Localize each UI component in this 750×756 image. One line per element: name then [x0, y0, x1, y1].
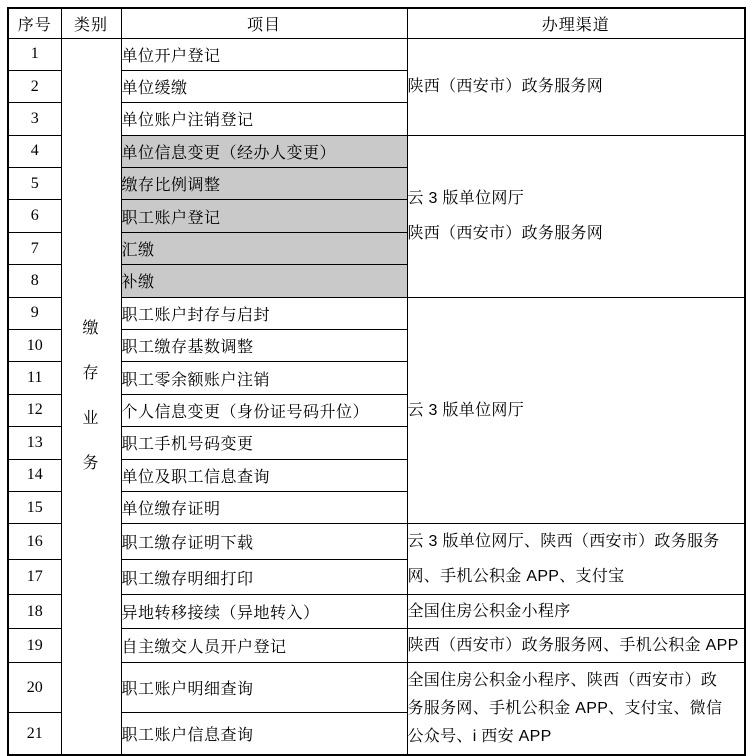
category-char: 业 — [82, 410, 100, 428]
row-number: 17 — [8, 559, 61, 595]
row-number: 6 — [8, 200, 61, 232]
channel-cell — [407, 629, 745, 663]
item-cell-highlighted: 汇缴 — [121, 232, 407, 264]
row-number: 3 — [8, 103, 61, 135]
category-cell — [61, 38, 121, 755]
col-header-item: 项目 — [121, 8, 407, 38]
channel-line: 云 3 版单位网厅 — [407, 401, 524, 419]
row-number: 19 — [8, 629, 61, 663]
channel-line: 陕西（西安市）政务服务网 — [407, 78, 604, 96]
item-cell: 职工账户信息查询 — [121, 713, 407, 755]
row-number: 18 — [8, 595, 61, 629]
row-number: 10 — [8, 330, 61, 362]
row-number: 20 — [8, 663, 61, 713]
category-char: 缴 — [82, 320, 100, 338]
row-number: 1 — [8, 38, 61, 70]
services-table — [7, 7, 746, 756]
col-header-no: 序号 — [8, 8, 61, 38]
item-cell-highlighted: 职工账户登记 — [121, 200, 407, 232]
row-number: 9 — [8, 297, 61, 329]
row-number: 5 — [8, 168, 61, 200]
row-number: 2 — [8, 70, 61, 102]
channel-line: 云 3 版单位网厅 — [407, 190, 524, 208]
channel-cell — [407, 135, 745, 297]
channel-line: 公众号、i 西安 APP — [407, 727, 552, 745]
channel-cell — [407, 297, 745, 524]
item-cell: 职工账户明细查询 — [121, 663, 407, 713]
channel-line: 陕西（西安市）政务服务网 — [407, 225, 604, 243]
item-cell: 个人信息变更（身份证号码升位） — [121, 394, 407, 426]
header-row — [8, 8, 745, 38]
row-number: 4 — [8, 135, 61, 167]
channel-cell — [407, 38, 745, 135]
channel-line: 网、手机公积金 APP、支付宝 — [407, 568, 625, 586]
row-number: 7 — [8, 232, 61, 264]
row-number: 11 — [8, 362, 61, 394]
row-number: 8 — [8, 265, 61, 297]
row-number: 13 — [8, 427, 61, 459]
item-cell: 职工零余额账户注销 — [121, 362, 407, 394]
channel-line: 务服务网、手机公积金 APP、支付宝、微信 — [407, 699, 723, 717]
col-header-category: 类别 — [61, 8, 121, 38]
item-cell: 单位开户登记 — [121, 38, 407, 70]
item-cell: 职工手机号码变更 — [121, 427, 407, 459]
category-char: 存 — [82, 365, 100, 383]
item-cell: 职工缴存明细打印 — [121, 559, 407, 595]
col-header-channel: 办理渠道 — [407, 8, 745, 38]
item-cell: 职工缴存基数调整 — [121, 330, 407, 362]
item-cell-highlighted: 单位信息变更（经办人变更） — [121, 135, 407, 167]
item-cell: 单位及职工信息查询 — [121, 459, 407, 491]
item-cell-highlighted: 缴存比例调整 — [121, 168, 407, 200]
table-row — [8, 38, 745, 70]
row-number: 21 — [8, 713, 61, 755]
item-cell: 单位缓缴 — [121, 70, 407, 102]
category-char: 务 — [82, 455, 100, 473]
row-number: 12 — [8, 394, 61, 426]
item-cell: 职工账户封存与启封 — [121, 297, 407, 329]
item-cell: 单位缴存证明 — [121, 491, 407, 523]
row-number: 16 — [8, 524, 61, 560]
channel-line: 云 3 版单位网厅、陕西（西安市）政务服务 — [407, 533, 720, 551]
item-cell: 异地转移接续（异地转入） — [121, 595, 407, 629]
row-number: 15 — [8, 491, 61, 523]
channel-line: 全国住房公积金小程序 — [407, 603, 571, 621]
item-cell: 单位账户注销登记 — [121, 103, 407, 135]
channel-line: 全国住房公积金小程序、陕西（西安市）政 — [407, 671, 718, 689]
item-cell-highlighted: 补缴 — [121, 265, 407, 297]
channel-cell — [407, 524, 745, 595]
channel-cell — [407, 595, 745, 629]
channel-line: 陕西（西安市）政务服务网、手机公积金 APP — [407, 637, 739, 655]
channel-cell — [407, 663, 745, 755]
item-cell: 职工缴存证明下载 — [121, 524, 407, 560]
item-cell: 自主缴交人员开户登记 — [121, 629, 407, 663]
row-number: 14 — [8, 459, 61, 491]
